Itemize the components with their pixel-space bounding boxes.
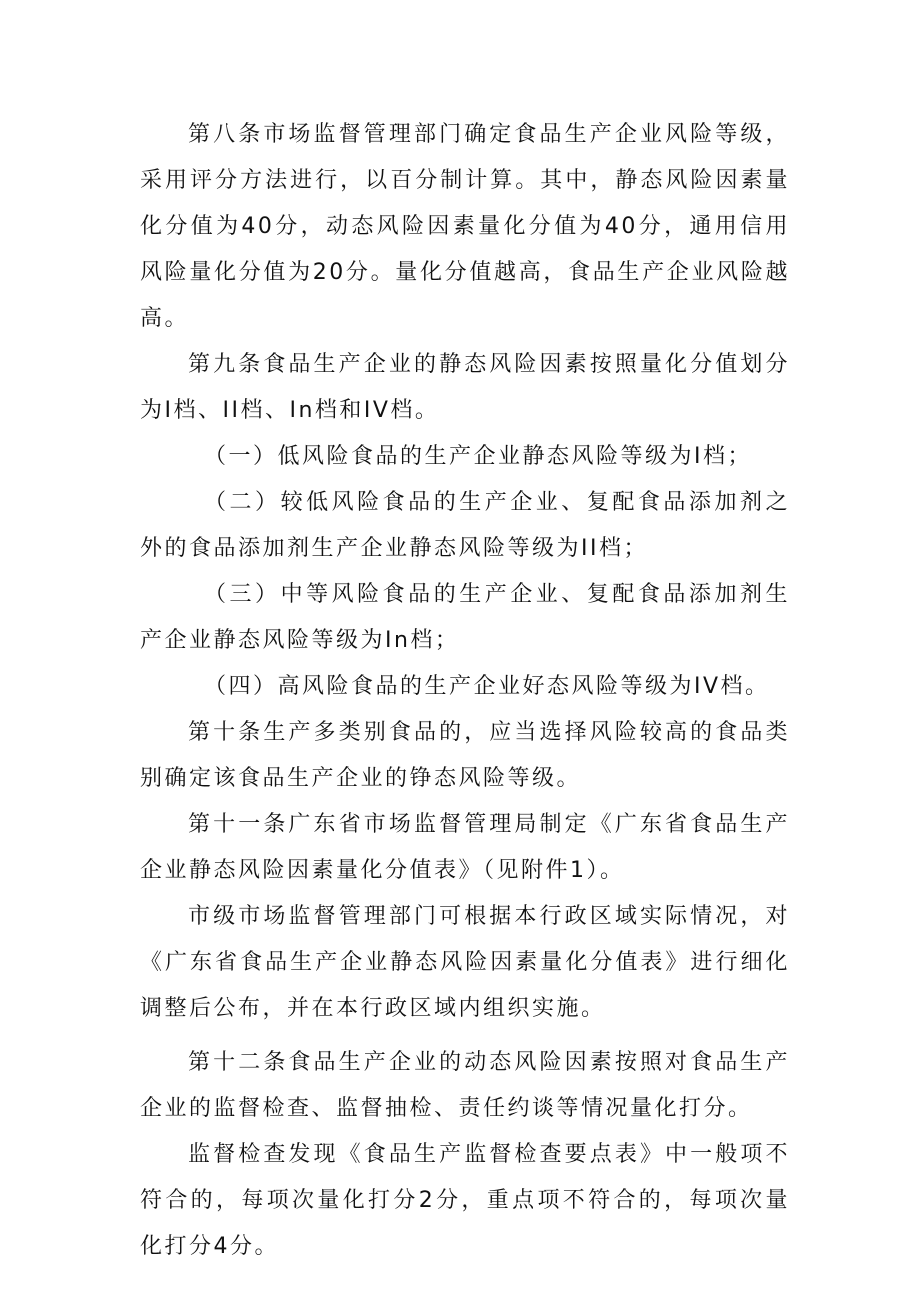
paragraph-item-4: （四）高风险食品的生产企业好态风险等级为IV档。 bbox=[204, 674, 770, 699]
paragraph-item-3: （三）中等风险食品的生产企业、复配食品添加剂生产企业静态风险等级为In档； bbox=[140, 582, 790, 653]
paragraph-item-2: （二）较低风险食品的生产企业、复配食品添加剂之外的食品添加剂生产企业静态风险等级为II档； bbox=[140, 490, 790, 561]
paragraph-article-11: 第十一条广东省市场监督管理局制定《广东省食品生产企业静态风险因素量化分值表》（见附件1）。 bbox=[140, 812, 790, 883]
paragraph-inspection-scoring: 监督检查发现《食品生产监督检查要点表》中一般项不符合的，每项次量化打分2分，重点项不符合的，每项次量化打分4分。 bbox=[140, 1142, 790, 1259]
paragraph-item-1: （一）低风险食品的生产企业静态风险等级为I档； bbox=[204, 444, 752, 469]
document-body bbox=[140, 112, 790, 1270]
paragraph-municipal-adjustment: 市级市场监督管理部门可根据本行政区域实际情况，对《广东省食品生产企业静态风险因素量化分值表》进行细化调整后公布，并在本行政区域内组织实施。 bbox=[140, 904, 790, 1021]
paragraph-article-10: 第十条生产多类别食品的，应当选择风险较高的食品类别确定该食品生产企业的铮态风险等级。 bbox=[140, 720, 790, 791]
paragraph-article-12: 第十二条食品生产企业的动态风险因素按照对食品生产企业的监督检查、监督抽检、责任约谈等情况量化打分。 bbox=[140, 1050, 790, 1121]
paragraph-article-8: 第八条市场监督管理部门确定食品生产企业风险等级，采用评分方法进行，以百分制计算。其中，静态风险因素量化分值为40分，动态风险因素量化分值为40分，通用信用风险量化分值为20分。量化分值越高，食品生产企业风险越高。 bbox=[140, 122, 790, 331]
paragraph-article-9: 第九条食品生产企业的静态风险因素按照量化分值划分为I档、II档、In档和IV档。 bbox=[140, 352, 790, 423]
